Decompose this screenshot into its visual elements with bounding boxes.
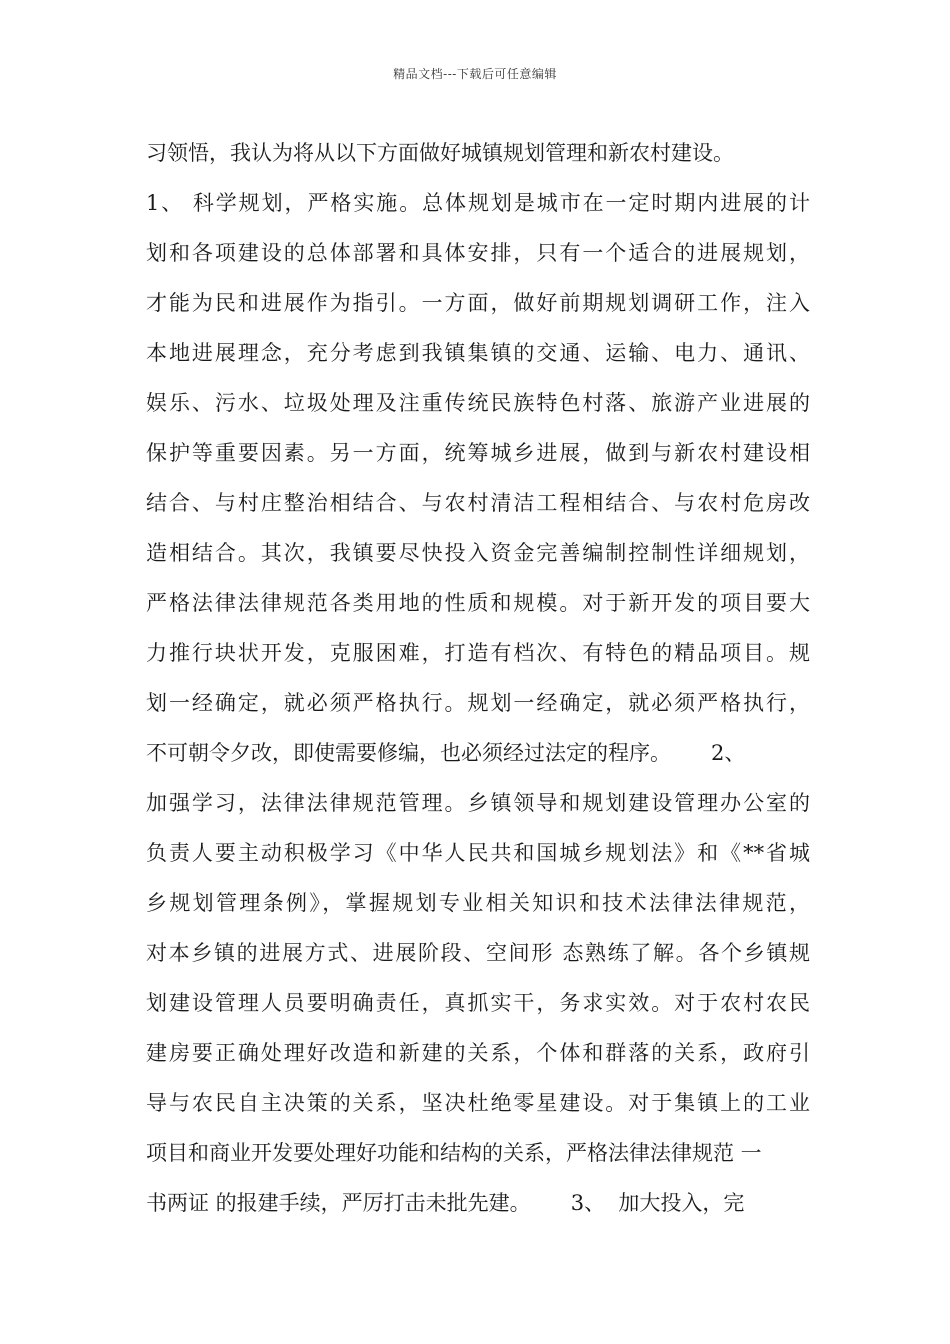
text-line-10: 严格法律法律规范各类用地的性质和规模。对于新开发的项目要大 (146, 591, 810, 615)
text-line-8: 结合、与村庄整治相结合、与农村清洁工程相结合、与农村危房改 (146, 491, 810, 515)
text-line-12: 划一经确定，就必须严格执行。规划一经确定，就必须严格执行， (146, 691, 810, 715)
page-header: 精品文档---下载后可任意编辑 (393, 67, 557, 81)
text-line-22: 书两证 的报建手续，严厉打击未批先建。 3、 加大投入，完 (146, 1191, 745, 1215)
text-line-13: 不可朝令夕改，即使需要修编，也必须经过法定的程序。 2、 (146, 741, 746, 765)
text-line-18: 划建设管理人员要明确责任，真抓实干，务求实效。对于农村农民 (146, 991, 810, 1015)
text-line-17: 对本乡镇的进展方式、进展阶段、空间形 态熟练了解。各个乡镇规 (146, 941, 810, 965)
text-line-11: 力推行块状开发，克服困难，打造有档次、有特色的精品项目。规 (146, 641, 810, 665)
text-line-16: 乡规划管理条例》，掌握规划专业相关知识和技术法律法律规范， (146, 891, 810, 915)
text-line-3: 划和各项建设的总体部署和具体安排，只有一个适合的进展规划， (146, 241, 810, 265)
text-line-19: 建房要正确处理好改造和新建的关系，个体和群落的关系，政府引 (146, 1041, 810, 1065)
text-line-15: 负责人要主动积极学习《中华人民共和国城乡规划法》和《**省城 (146, 841, 810, 865)
text-line-21: 项目和商业开发要处理好功能和结构的关系，严格法律法律规范 一 (146, 1141, 762, 1165)
text-line-6: 娱乐、污水、垃圾处理及注重传统民族特色村落、旅游产业进展的 (146, 391, 810, 415)
text-line-4: 才能为民和进展作为指引。一方面，做好前期规划调研工作，注入 (146, 291, 810, 315)
text-line-5: 本地进展理念，充分考虑到我镇集镇的交通、运输、电力、通讯、 (146, 341, 810, 365)
text-line-7: 保护等重要因素。另一方面，统筹城乡进展，做到与新农村建设相 (146, 441, 810, 465)
text-line-9: 造相结合。其次，我镇要尽快投入资金完善编制控制性详细规划， (146, 541, 810, 565)
text-line-20: 导与农民自主决策的关系，坚决杜绝零星建设。对于集镇上的工业 (146, 1091, 810, 1115)
text-line-1: 习领悟，我认为将从以下方面做好城镇规划管理和新农村建设。 (146, 141, 734, 165)
text-line-2: 1、 科学规划，严格实施。总体规划是城市在一定时期内进展的计 (146, 191, 810, 215)
text-line-14: 加强学习，法律法律规范管理。乡镇领导和规划建设管理办公室的 (146, 791, 810, 815)
document-body (146, 128, 810, 1228)
